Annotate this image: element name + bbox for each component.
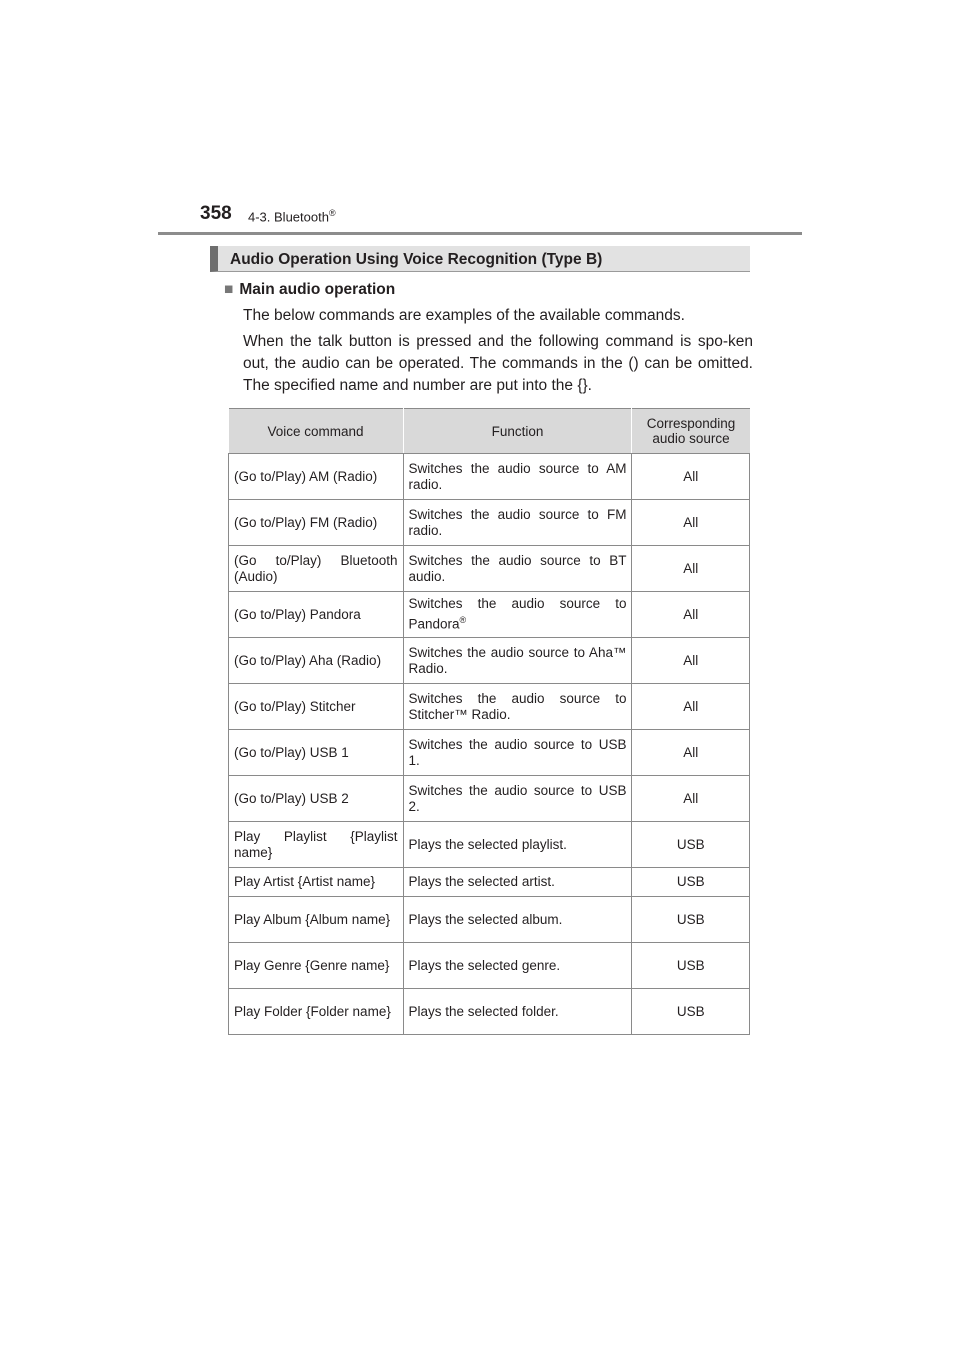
command-cell: Play Artist {Artist name} — [229, 868, 404, 897]
table-row — [229, 500, 750, 546]
table-row — [229, 897, 750, 943]
function-cell: Plays the selected album. — [403, 897, 632, 943]
table-header-row — [229, 409, 750, 454]
voice-command-table — [228, 408, 750, 1035]
function-cell: Switches the audio source to BT audio. — [403, 546, 632, 592]
source-cell: All — [632, 684, 750, 730]
subheading-title: Main audio operation — [239, 281, 396, 298]
table-row — [229, 868, 750, 897]
command-cell: (Go to/Play) USB 2 — [229, 776, 404, 822]
source-cell: USB — [632, 897, 750, 943]
function-cell: Switches the audio source to Aha™ Radio. — [403, 638, 632, 684]
function-text: Switches the audio source to Pandora — [408, 596, 627, 632]
heading-bar — [210, 246, 750, 272]
subheading — [224, 281, 395, 299]
command-cell: (Go to/Play) Stitcher — [229, 684, 404, 730]
header-rule — [158, 232, 802, 235]
column-header-voice-command: Voice command — [229, 409, 404, 454]
command-cell: (Go to/Play) AM (Radio) — [229, 454, 404, 500]
command-cell: (Go to/Play) USB 1 — [229, 730, 404, 776]
paragraph-intro: The below commands are examples of the available commands. — [243, 307, 685, 324]
source-cell: All — [632, 546, 750, 592]
registered-mark: ® — [328, 208, 336, 218]
function-cell: Switches the audio source to FM radio. — [403, 500, 632, 546]
command-cell: (Go to/Play) FM (Radio) — [229, 500, 404, 546]
source-cell: All — [632, 454, 750, 500]
source-cell: All — [632, 500, 750, 546]
function-cell: Plays the selected genre. — [403, 943, 632, 989]
command-cell: (Go to/Play) Aha (Radio) — [229, 638, 404, 684]
section-title-text: 4-3. Bluetooth — [248, 209, 329, 225]
section-title — [248, 208, 336, 224]
command-cell: Play Folder {Folder name} — [229, 989, 404, 1035]
table-row — [229, 730, 750, 776]
source-cell: All — [632, 592, 750, 638]
source-cell: All — [632, 638, 750, 684]
table-row — [229, 776, 750, 822]
function-cell — [403, 592, 632, 638]
command-cell: Play Album {Album name} — [229, 897, 404, 943]
source-cell: USB — [632, 989, 750, 1035]
function-cell: Plays the selected folder. — [403, 989, 632, 1035]
table-row — [229, 546, 750, 592]
source-cell: USB — [632, 868, 750, 897]
function-cell: Switches the audio source to Stitcher™ Radio. — [403, 684, 632, 730]
paragraph-instructions: When the talk button is pressed and the following command is spo-ken out, the audio can be operated. The commands in the () can be omitted. The specified name and number are put into the {}. — [243, 333, 753, 394]
column-header-audio-source: Corresponding audio source — [632, 409, 750, 454]
command-cell: Play Genre {Genre name} — [229, 943, 404, 989]
command-cell: (Go to/Play) Pandora — [229, 592, 404, 638]
table-row — [229, 943, 750, 989]
source-cell: All — [632, 776, 750, 822]
function-cell: Switches the audio source to USB 1. — [403, 730, 632, 776]
table-row — [229, 822, 750, 868]
table-row — [229, 989, 750, 1035]
source-cell: All — [632, 730, 750, 776]
square-bullet-icon: ■ — [224, 281, 234, 298]
table-row — [229, 638, 750, 684]
command-cell: (Go to/Play) Bluetooth (Audio) — [229, 546, 404, 592]
function-cell: Switches the audio source to USB 2. — [403, 776, 632, 822]
source-cell: USB — [632, 822, 750, 868]
table-row — [229, 454, 750, 500]
command-cell: Play Playlist {Playlist name} — [229, 822, 404, 868]
source-cell: USB — [632, 943, 750, 989]
function-cell: Plays the selected playlist. — [403, 822, 632, 868]
heading-title: Audio Operation Using Voice Recognition (Type B) — [230, 251, 603, 268]
function-cell: Plays the selected artist. — [403, 868, 632, 897]
table-row — [229, 684, 750, 730]
table-row — [229, 592, 750, 638]
function-cell: Switches the audio source to AM radio. — [403, 454, 632, 500]
page-number: 358 — [200, 203, 232, 224]
registered-mark: ® — [459, 615, 467, 626]
column-header-function: Function — [403, 409, 632, 454]
